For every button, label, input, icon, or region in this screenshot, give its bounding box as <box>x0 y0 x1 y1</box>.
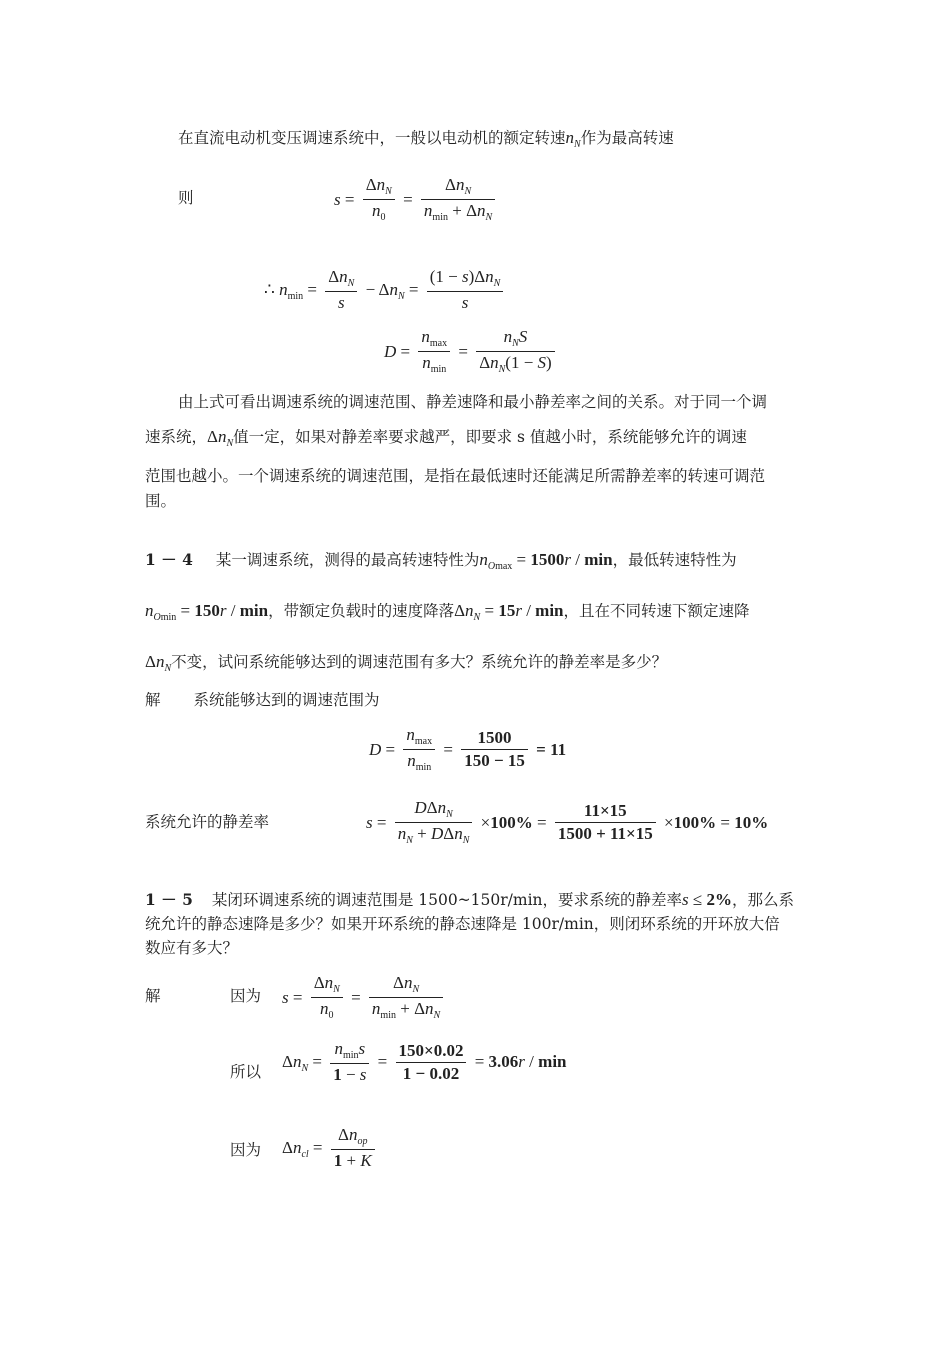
solution-1-5-label: 解 <box>145 987 161 1005</box>
formula-closed-loop: $\Delta n_{cl}$ = $\frac{\Delta n_{op}}{1 + K}$ <box>278 1124 375 1172</box>
para1-line4: 围。 <box>145 492 177 510</box>
problem-1-4-line1: 1 － 4 某一调速系统，测得的最高转速特性为$n_{Omax} = 1500r / \min$，最低转速特性为 <box>145 550 737 572</box>
para1-line2: 速系统，$\Delta n_N$值一定，如果对静差率要求越严，即要求 s 值越小时，系统能够允许的调速 <box>145 427 747 449</box>
formula-dn-result: $\Delta n_N$ = $\frac{n_{min}s}{1 - s}$ = $\frac{150\times 0.02}{1 - 0.02}$ = 3.06r / min <box>282 1039 567 1084</box>
formula-D-result: D = $\frac{n_{max}}{n_{min}}$ = $\frac{1500}{150 - 15}$ = 11 <box>369 725 567 773</box>
intro-line: 在直流电动机变压调速系统中，一般以电动机的额定转速$n_N$作为最高转速 <box>178 128 674 150</box>
para1-line3: 范围也越小。一个调速系统的调速范围，是指在最低速时还能满足所需静差率的转速可调范 <box>145 467 766 485</box>
problem-1-4-line3: $\Delta n_N$不变，试问系统能够达到的调速范围有多大？系统允许的静差率是多少？ <box>145 652 668 674</box>
formula-s-definition-2: s = $\frac{\Delta n_N}{n_0}$ = $\frac{\Delta n_N}{n_{min} + \Delta n_N}$ <box>278 972 443 1023</box>
because-label-1: 因为 <box>230 987 262 1005</box>
problem-1-5-line3: 数应有多大？ <box>145 939 239 957</box>
formula-D-general: D = $\frac{n_{max}}{n_{min}}$ = $\frac{n_NS}{\Delta n_N(1 - S)}$ <box>380 326 555 377</box>
formula-s-definition: s = $\frac{\Delta n_N}{n_0}$ = $\frac{\Delta n_N}{n_{min} + \Delta n_N}$ <box>330 174 495 225</box>
formula-nmin: ∴ $n_{min}$ = $\frac{\Delta n_N}{s}$ − $\Delta n_N$ = $\frac{(1 - s)\Delta n_N}{s}$ <box>260 266 503 314</box>
problem-1-5-line2: 统允许的静态速降是多少？如果开环系统的静态速降是 100r/min，则闭环系统的开环放大倍 <box>145 915 780 933</box>
solution-1-4: 解 系统能够达到的调速范围为 <box>145 691 380 709</box>
static-error-label: 系统允许的静差率 <box>145 813 270 831</box>
so-label: 所以 <box>230 1063 262 1081</box>
then-label: 则 <box>178 189 194 207</box>
problem-1-4-line2: $n_{Omin} = 150r / \min$，带额定负载时的速度降落$\Delta n_N = 15r / \min$，且在不同转速下额定速降 <box>145 601 750 623</box>
formula-s-result: s = $\frac{D\Delta n_N}{n_N + D\Delta n_N}$ ×100% = $\frac{11\times 15}{1500 + 11\times 15}$ ×100% = 10% <box>366 798 769 846</box>
para1-line1: 由上式可看出调速系统的调速范围、静差速降和最小静差率之间的关系。对于同一个调 <box>178 393 768 411</box>
problem-1-5-line1: 1 － 5 某闭环调速系统的调速范围是 1500~150r/min，要求系统的静差率s ≤ 2%，那么系 <box>145 890 795 909</box>
formula-nN: $n_N$ <box>565 128 581 150</box>
because-label-2: 因为 <box>230 1141 262 1159</box>
problem-number: 1 － 4 <box>145 550 193 569</box>
